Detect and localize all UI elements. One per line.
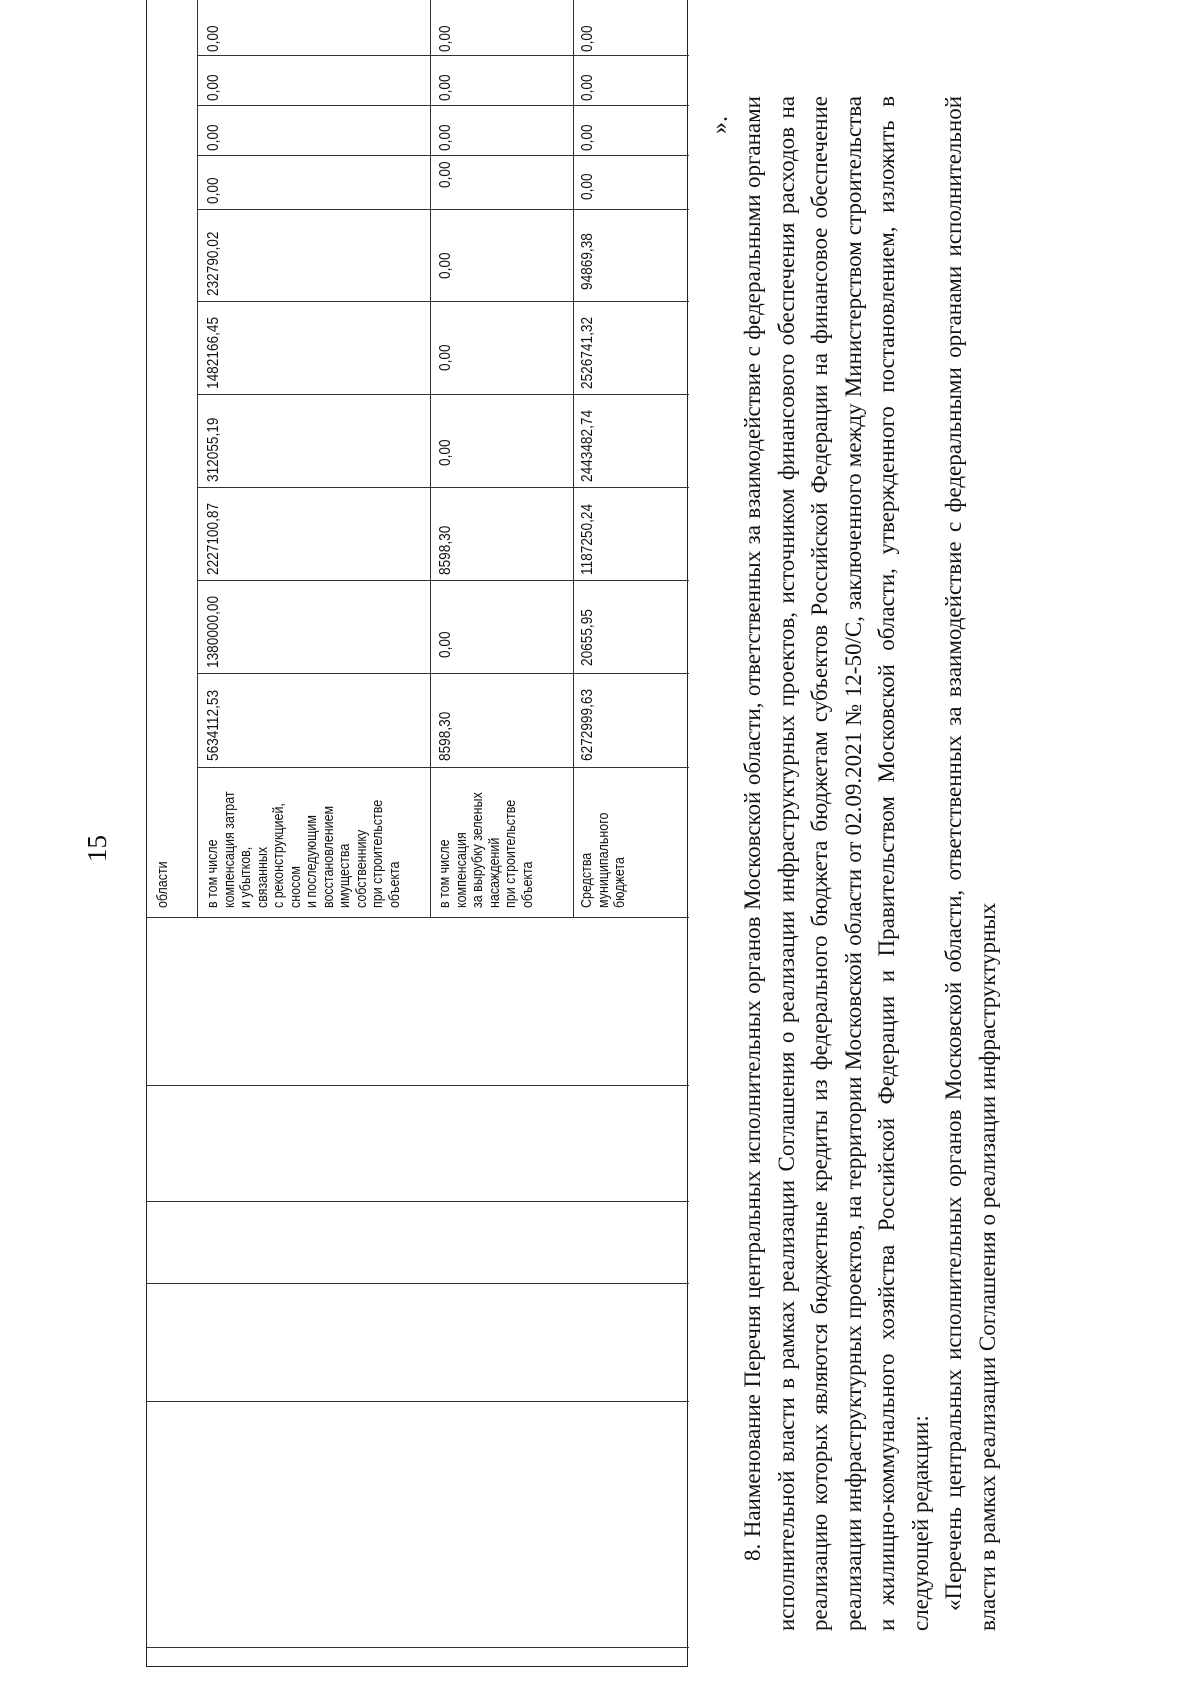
table-column-line: [197, 301, 689, 302]
table-cell: 1482166,45: [205, 316, 222, 389]
row-label-region: области: [155, 861, 171, 908]
budget-table: [146, 0, 688, 1667]
table-column-line: [197, 767, 689, 768]
paragraph-list-title: «Перечень центральных исполнительных органов Московской области, ответственных за взаимодействие с федеральными органами исполнительной власти в рамках реализации Соглашения о реализации инфраструктурных: [941, 96, 1000, 1631]
row-label-compensation-costs: [205, 791, 403, 908]
label-line: компенсация затрат: [221, 791, 238, 908]
table-column-line: [147, 1201, 689, 1202]
table-cell: 2443482,74: [579, 409, 596, 482]
label-line: и последующим: [304, 815, 320, 908]
table-column-line: [197, 673, 689, 674]
label-line: компенсация: [453, 832, 470, 908]
table-column-line: [197, 580, 689, 581]
label-line: насаждений: [486, 837, 503, 908]
table-cell: 0,00: [205, 74, 222, 101]
table-column-line: [197, 155, 689, 156]
table-cell: 2227100,87: [205, 502, 222, 575]
table-cell: 232790,02: [205, 231, 222, 296]
closing-quote: ».: [707, 116, 733, 134]
paragraph-item-8: 8. Наименование Перечня центральных исполнительных органов Московской области, ответственных за взаимодействие с федеральными органами исполнительной власти в рамках реализации Соглашения о реализации инфраструктурных проектов, источником финансового обеспечения расходов на реализацию которых являются бюджетные кредиты из федерального бюджета бюджетам субъектов Российской Федерации на финансовое обеспечение реализации инфраструктурных проектов, на территории Московской области от 02.09.2021 № 12-50/С, заключенного между Министерством строительства и жилищно-коммунального хозяйства Российской Федерации и Правительством Московской области, утвержденного постановлением, изложить в следующей редакции:: [740, 96, 933, 1631]
label-line: связанных: [254, 846, 271, 908]
table-cell: 0,00: [437, 74, 454, 101]
label-line: с реконструкцией,: [271, 803, 287, 908]
label-line: объекта: [386, 861, 403, 908]
table-cell: 8598,30: [437, 525, 454, 575]
table-cell: 0,00: [205, 25, 222, 52]
table-cell: 0,00: [437, 161, 454, 188]
row-label-compensation-trees: [437, 792, 536, 908]
table-cell: 0,00: [205, 124, 222, 151]
table-column-line: [147, 1085, 689, 1086]
label-line: бюджета: [612, 857, 628, 908]
label-line: при строительстве: [370, 799, 386, 908]
label-line: Средства: [579, 852, 595, 908]
table-column-line: [147, 1283, 689, 1284]
table-cell: 0,00: [579, 124, 596, 151]
row-label-municipal-budget: [579, 813, 629, 908]
label-line: за вырубку зеленых: [470, 792, 486, 908]
table-column-line: [197, 209, 689, 210]
table-cell: 0,00: [437, 439, 454, 466]
table-row-line: [573, 0, 574, 918]
table-column-line: [147, 1401, 689, 1402]
table-cell: 0,00: [579, 173, 596, 200]
label-line: восстановлением: [320, 805, 337, 908]
table-cell: 0,00: [579, 74, 596, 101]
table-cell: 0,00: [205, 177, 222, 204]
table-cell: 6272999,63: [579, 688, 596, 761]
table-column-line: [147, 1647, 689, 1648]
label-line: муниципального: [595, 812, 612, 908]
table-cell: 5634112,53: [205, 689, 222, 761]
label-line: и убытков,: [238, 846, 254, 908]
label-line: имущества: [337, 843, 353, 908]
table-cell: 1187250,24: [579, 503, 596, 575]
table-cell: 2526741,32: [579, 316, 596, 389]
table-cell: 0,00: [437, 631, 454, 658]
table-cell: 0,00: [437, 252, 454, 279]
table-row-line: [197, 0, 198, 918]
label-line: собственнику: [353, 829, 370, 908]
table-cell: 0,00: [437, 344, 454, 371]
table-cell: 20655,95: [579, 609, 596, 666]
page-number: 15: [82, 835, 112, 862]
table-cell: 94869,38: [579, 233, 596, 290]
label-line: сносом: [287, 866, 304, 908]
label-line: в том числе: [437, 839, 453, 908]
table-cell: 8598,30: [437, 711, 454, 761]
table-column-line: [197, 394, 689, 395]
label-line: в том числе: [205, 839, 221, 908]
label-line: при строительстве: [503, 799, 519, 908]
table-cell: 0,00: [579, 25, 596, 52]
table-cell: 0,00: [437, 25, 454, 52]
label-line: объекта: [519, 861, 536, 908]
table-cell: 0,00: [437, 124, 454, 151]
table-cell: 1380000,00: [205, 595, 222, 668]
table-column-line: [197, 55, 689, 56]
table-column-line: [197, 105, 689, 106]
table-row-line: [430, 0, 431, 918]
table-column-line: [197, 487, 689, 488]
table-column-line: [147, 917, 689, 918]
body-text: [736, 96, 1004, 1631]
table-cell: 312055,19: [205, 417, 222, 482]
